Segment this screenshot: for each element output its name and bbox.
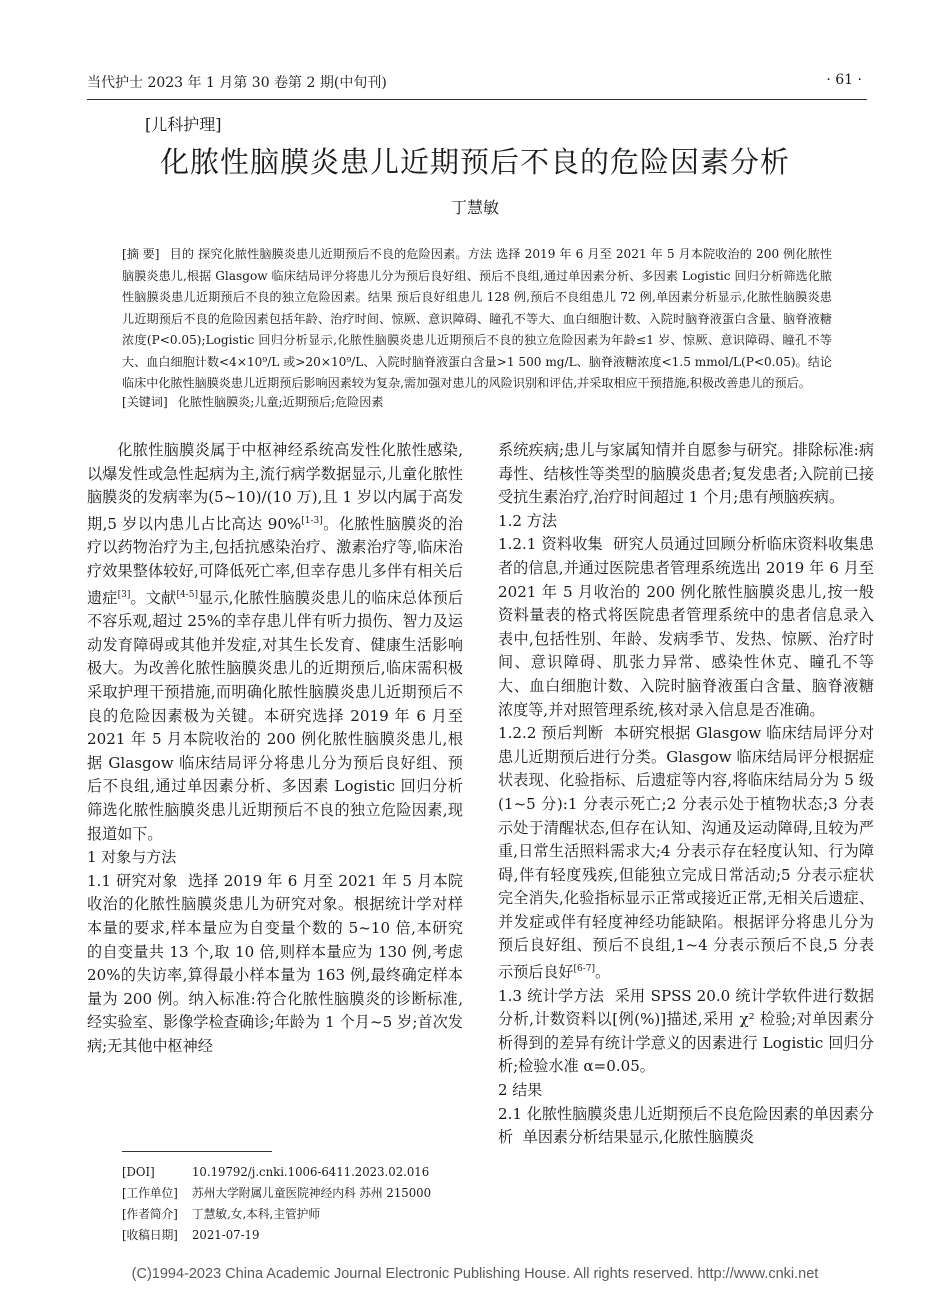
- subsection-heading: 1.3 统计学方法: [498, 986, 605, 1005]
- citation: [1-3]: [301, 515, 323, 526]
- copyright-watermark: (C)1994-2023 China Academic Journal Electronic Publishing House. All rights reserved. http://www.cnki.net: [131, 1266, 819, 1282]
- keywords: [122, 392, 832, 413]
- subsection-heading-1-2: 1.2 方法: [498, 511, 557, 530]
- citation: [4-5]: [176, 589, 198, 600]
- footnote-received-date: [收稿日期] 2021-07-19: [122, 1228, 260, 1242]
- subsection-heading: 2.1 化脓性脑膜炎患儿近期预后不良危险因素的单因素分析: [498, 1104, 874, 1147]
- journal-info: 当代护士 2023 年 1 月第 30 卷第 2 期(中旬刊): [87, 75, 387, 91]
- left-column: [87, 439, 463, 1059]
- subsection-heading: 1.2.1 资料收集: [498, 535, 603, 554]
- page-number: · 61 ·: [826, 72, 862, 88]
- running-header: [87, 72, 862, 96]
- subsection-1-2-2: 1.2.2 预后判断 本研究根据 Glasgow 临床结局评分对患儿近期预后进行分类。Glasgow 临床结局评分根据症状表现、化验指标、后遗症等内容,将临床结局分为 5 级(1~5 分):1 分表示死亡;2 分表示处于植物状态;3 分表示处于清醒状态,但存在认知、沟通及运动障碍,且较为严重,日常生活照料需求大;4 分表示存在轻度认知、行为障碍,伴有轻度残疾,但能独立完成日常活动;5 分表示症状完全消失,化验指标显示正常或接近正常,无相关后遗症、并发症或伴有轻度神经功能缺陷。根据评分将患儿分为预后良好组、预后不良组,1~4 分表示预后不良,5 分表示预后良好[6-7]。: [498, 724, 874, 982]
- section-heading-1: 1 对象与方法: [87, 848, 177, 867]
- subsection-heading: 1.2.2 预后判断: [498, 724, 604, 743]
- subsection-1-3: 1.3 统计学方法 采用 SPSS 20.0 统计学软件进行数据分析,计数资料以[例(%)]描述,采用 χ² 检验;对单因素分析得到的差异有统计学意义的因素进行 Logistic 回归分析;检验水准 α=0.05。: [498, 986, 874, 1076]
- article-title: 化脓性脑膜炎患儿近期预后不良的危险因素分析: [159, 145, 790, 179]
- keywords-label: [关键词]: [122, 395, 168, 409]
- keywords-text: 化脓性脑膜炎;儿童;近期预后;危险因素: [177, 395, 384, 409]
- continued-paragraph: 系统疾病;患儿与家属知情并自愿参与研究。排除标准:病毒性、结核性等类型的脑膜炎患者;复发患者;入院前已接受抗生素治疗,治疗时间超过 1 个月;患有颅脑疾病。: [498, 441, 874, 507]
- subsection-1-2-1: 1.2.1 资料收集 研究人员通过回顾分析临床资料收集患者的信息,并通过医院患者管理系统选出 2019 年 6 月至 2021 年 5 月收治的 200 例化脓性脑膜炎患儿,按一般资料量表的格式将医院患者管理系统中的患者信息录入表中,包括性别、年龄、发病季节、发热、惊厥、治疗时间、意识障碍、肌张力异常、感染性休克、瞳孔不等大、血白细胞计数、入院时脑脊液蛋白含量、脑脊液糖浓度等,并对照管理系统,核对录入信息是否准确。: [498, 535, 874, 719]
- intro-paragraph: 化脓性脑膜炎属于中枢神经系统高发性化脓性感染,以爆发性或急性起病为主,流行病学数据显示,儿童化脓性脑膜炎的发病率为(5~10)/(10 万),且 1 岁以内属于高发期,5 岁以内患儿占比高达 90%[1-3]。化脓性脑膜炎的治疗以药物治疗为主,包括抗感染治疗、激素治疗等,临床治疗效果整体较好,可降低死亡率,但幸存患儿多伴有相关后遗症[3]。文献[4-5]显示,化脓性脑膜炎患儿的临床总体预后不容乐观,超过 25%的幸存患儿伴有听力损伤、智力及运动发育障碍或其他并发症,对其生长发育、健康生活影响极大。为改善化脓性脑膜炎患儿的近期预后,临床需积极采取护理干预措施,而明确化脓性脑膜炎患儿近期预后不良的危险因素极为关键。本研究选择 2019 年 6 月至 2021 年 5 月本院收治的 200 例化脓性脑膜炎患儿,根据 Glasgow 临床结局评分将患儿分为预后良好组、预后不良组,通过单因素分析、多因素 Logistic 回归分析筛选化脓性脑膜炎患儿近期预后不良的独立危险因素,现报道如下。: [87, 441, 463, 843]
- subsection-heading: 1.1 研究对象: [87, 871, 178, 890]
- section-heading-2: 2 结果: [498, 1081, 543, 1100]
- footnote-author-bio: [作者简介] 丁慧敏,女,本科,主管护师: [122, 1207, 321, 1221]
- citation: [6-7]: [573, 964, 595, 975]
- article-author: 丁慧敏: [450, 198, 499, 217]
- footnote-divider: [122, 1151, 272, 1152]
- right-column: [498, 439, 874, 1150]
- subsection-2-1: 2.1 化脓性脑膜炎患儿近期预后不良危险因素的单因素分析 单因素分析结果显示,化脓性脑膜炎: [498, 1104, 874, 1147]
- abstract: [122, 244, 832, 395]
- footnote-affiliation: [工作单位] 苏州大学附属儿童医院神经内科 苏州 215000: [122, 1186, 432, 1200]
- citation: [3]: [117, 589, 131, 600]
- column-tag: [儿科护理]: [145, 115, 222, 134]
- abstract-label: [摘 要]: [122, 247, 160, 261]
- abstract-text: 目的 探究化脓性脑膜炎患儿近期预后不良的危险因素。方法 选择 2019 年 6 月至 2021 年 5 月本院收治的 200 例化脓性脑膜炎患儿,根据 Glasgow 临床结局评分将患儿分为预后良好组、预后不良组,通过单因素分析、多因素 Logistic 回归分析筛选化脓性脑膜炎患儿近期预后不良的独立危险因素。结果 预后良好组患儿 128 例,预后不良组患儿 72 例,单因素分析显示,化脓性脑膜炎患儿近期预后不良的危险因素包括年龄、治疗时间、惊厥、意识障碍、瞳孔不等大、血白细胞计数、入院时脑脊液蛋白含量、脑脊液糖浓度(P<0.05);Logistic 回归分析显示,化脓性脑膜炎患儿近期预后不良的独立危险因素为年龄≤1 岁、惊厥、意识障碍、瞳孔不等大、血白细胞计数<4×10⁹/L 或>20×10⁹/L、入院时脑脊液蛋白含量>1 500 mg/L、脑脊液糖浓度<1.5 mmol/L(P<0.05)。结论 临床中化脓性脑膜炎患儿近期预后影响因素较为复杂,需加强对患儿的风险识别和评估,并采取相应干预措施,积极改善患儿的预后。: [122, 247, 832, 390]
- subsection-1-1: 1.1 研究对象 选择 2019 年 6 月至 2021 年 5 月本院收治的化脓性脑膜炎患儿为研究对象。根据统计学对样本量的要求,样本量应为自变量个数的 5~10 倍,本研究的自变量共 13 个,取 10 倍,则样本量应为 130 例,考虑 20%的失访率,算得最小样本量为 163 例,最终确定样本量为 200 例。纳入标准:符合化脓性脑膜炎的诊断标准,经实验室、影像学检查确诊;年龄为 1 个月~5 岁;首次发病;无其他中枢神经: [87, 871, 463, 1055]
- footnote-doi: [DOI] 10.19792/j.cnki.1006-6411.2023.02.016: [122, 1165, 430, 1179]
- header-divider: [87, 99, 867, 100]
- footnotes: [122, 1162, 431, 1246]
